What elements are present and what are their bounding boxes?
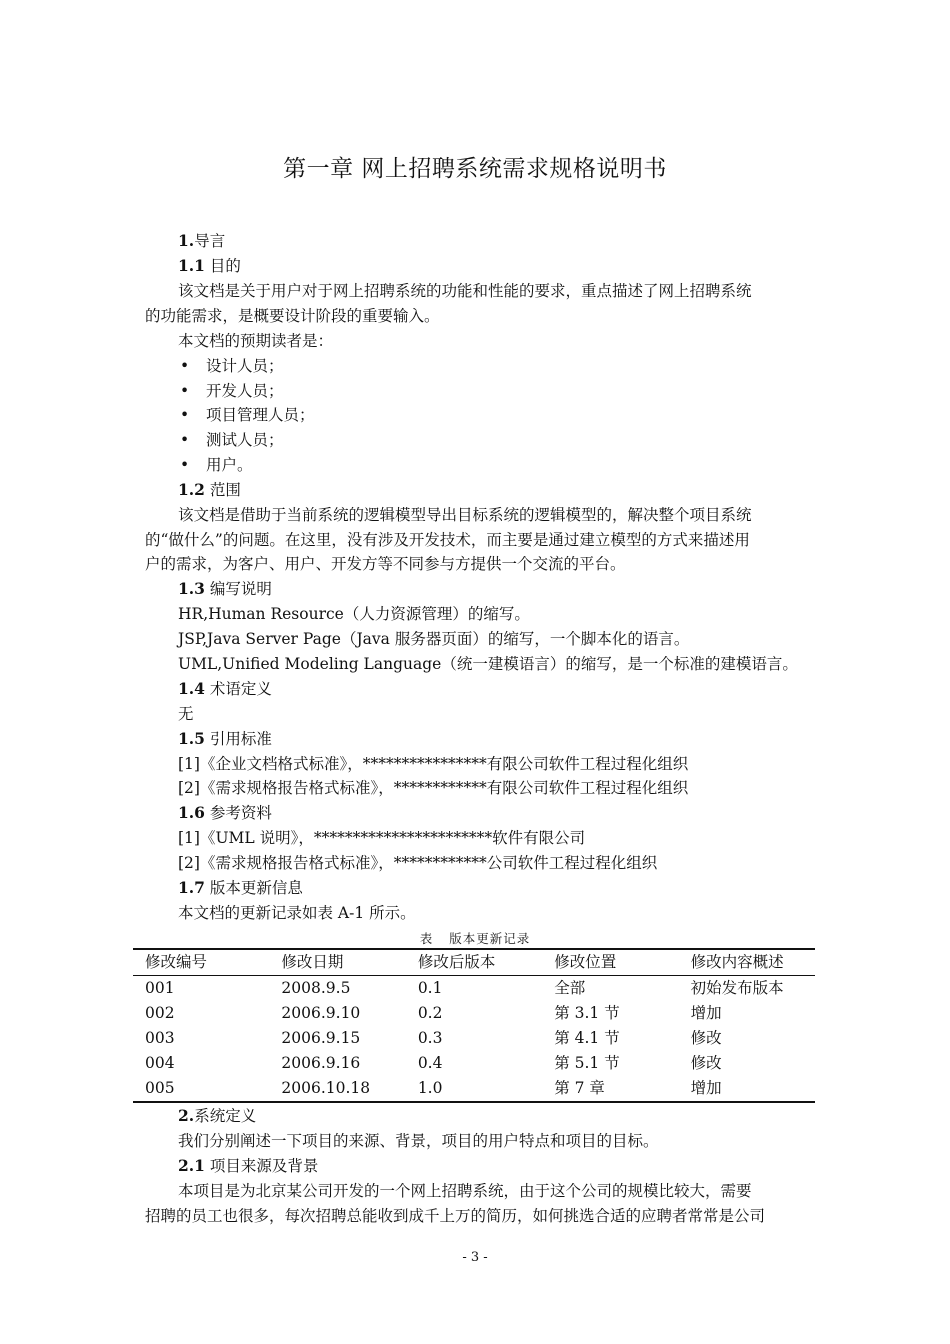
bullet-icon: • — [180, 357, 190, 375]
bullet-icon: • — [180, 431, 190, 449]
section-heading-1-1: 1.1 目的 — [178, 256, 241, 275]
reader-list-item: • 测试人员； — [180, 428, 284, 453]
table-row — [133, 1076, 815, 1101]
section-heading-1-5: 1.5 引用标准 — [178, 729, 272, 748]
table-cell: 0.2 — [417, 1004, 443, 1022]
reader-list-item: • 用户。 — [180, 453, 253, 478]
table-cell: 004 — [145, 1054, 175, 1072]
table-cell: 第 5.1 节 — [554, 1054, 620, 1072]
section-heading-2: 2.系统定义 — [178, 1106, 257, 1125]
table-row — [133, 1026, 815, 1051]
table-cell: 002 — [145, 1004, 175, 1022]
table-cell: 修改 — [690, 1029, 722, 1047]
table-cell: 005 — [145, 1079, 175, 1097]
table-cell: 全部 — [554, 979, 586, 997]
table-cell: 0.1 — [417, 979, 443, 997]
reference-item: [2]《需求规格报告格式标准》，************有限公司软件工程过程化组织 — [178, 779, 689, 797]
table-cell: 第 3.1 节 — [554, 1004, 620, 1022]
table-cell: 增加 — [690, 1079, 722, 1097]
section-heading-1-6: 1.6 参考资料 — [178, 803, 272, 822]
table-cell: 003 — [145, 1029, 175, 1047]
table-cell: 2006.10.18 — [281, 1079, 371, 1097]
paragraph-line: 的功能需求，是概要设计阶段的重要输入。 — [145, 307, 440, 325]
column-header: 修改内容概述 — [690, 953, 784, 971]
paragraph-line: 的“做什么”的问题。在这里，没有涉及开发技术，而主要是通过建立模型的方式来描述用 — [145, 531, 750, 549]
page-title: 第一章 网上招聘系统需求规格说明书 — [283, 156, 667, 182]
table-cell: 001 — [145, 979, 175, 997]
page-number: - 3 - — [462, 1250, 488, 1265]
table-caption: 表 版本更新记录 — [419, 931, 531, 946]
reference-item: [1]《UML 说明》，***********************软件有限公司 — [178, 829, 586, 847]
paragraph-line: 本文档的预期读者是： — [178, 332, 334, 350]
abbreviation-item: UML,Unified Modeling Language（统一建模语言）的缩写，是一个标准的建模语言。 — [178, 655, 798, 673]
abbreviation-item: HR,Human Resource（人力资源管理）的缩写。 — [178, 605, 530, 623]
column-header: 修改编号 — [145, 953, 208, 971]
column-header: 修改日期 — [281, 953, 344, 971]
table-cell: 第 7 章 — [554, 1079, 605, 1097]
table-row — [133, 1001, 815, 1026]
section-heading-1: 1.导言 — [178, 231, 226, 250]
paragraph-line: 该文档是借助于当前系统的逻辑模型导出目标系统的逻辑模型的，解决整个项目系统 — [178, 506, 752, 524]
table-header-row — [133, 950, 815, 976]
table-cell: 初始发布版本 — [690, 979, 784, 997]
table-cell: 第 4.1 节 — [554, 1029, 620, 1047]
table-row — [133, 976, 815, 1001]
table-row — [133, 1051, 815, 1076]
paragraph-line: 该文档是关于用户对于网上招聘系统的功能和性能的要求，重点描述了网上招聘系统 — [178, 282, 752, 300]
section-heading-2-1: 2.1 项目来源及背景 — [178, 1156, 319, 1175]
section-heading-1-3: 1.3 编写说明 — [178, 579, 272, 598]
paragraph-line: 我们分别阐述一下项目的来源、背景，项目的用户特点和项目的目标。 — [178, 1132, 659, 1150]
section-heading-1-7: 1.7 版本更新信息 — [178, 878, 303, 897]
table-cell: 修改 — [690, 1054, 722, 1072]
version-table — [133, 948, 815, 1103]
reader-list-item: • 项目管理人员； — [180, 403, 315, 428]
bullet-icon: • — [180, 456, 190, 474]
table-cell: 0.3 — [417, 1029, 443, 1047]
column-header: 修改后版本 — [417, 953, 496, 971]
paragraph-line: 本文档的更新记录如表 A-1 所示。 — [178, 904, 416, 922]
reader-list-item: • 开发人员； — [180, 379, 284, 404]
table-cell: 2006.9.15 — [281, 1029, 361, 1047]
table-cell: 2006.9.10 — [281, 1004, 361, 1022]
table-cell: 1.0 — [417, 1079, 443, 1097]
column-header: 修改位置 — [554, 953, 617, 971]
table-cell: 增加 — [690, 1004, 722, 1022]
paragraph-line: 招聘的员工也很多，每次招聘总能收到成千上万的简历，如何挑选合适的应聘者常常是公司 — [145, 1207, 766, 1225]
section-heading-1-4: 1.4 术语定义 — [178, 679, 272, 698]
table-cell: 0.4 — [417, 1054, 443, 1072]
section-heading-1-2: 1.2 范围 — [178, 480, 241, 499]
bullet-icon: • — [180, 382, 190, 400]
table-cell: 2008.9.5 — [281, 979, 351, 997]
paragraph-line: 户的需求，为客户、用户、开发方等不同参与方提供一个交流的平台。 — [145, 555, 626, 573]
reference-item: [1]《企业文档格式标准》，****************有限公司软件工程过程化组织 — [178, 755, 689, 773]
table-cell: 2006.9.16 — [281, 1054, 361, 1072]
reader-list-item: • 设计人员； — [180, 354, 284, 379]
paragraph-line: 无 — [178, 705, 194, 723]
bullet-icon: • — [180, 406, 190, 424]
abbreviation-item: JSP,Java Server Page（Java 服务器页面）的缩写，一个脚本化的语言。 — [178, 630, 690, 648]
reference-item: [2]《需求规格报告格式标准》，************公司软件工程过程化组织 — [178, 854, 658, 872]
paragraph-line: 本项目是为北京某公司开发的一个网上招聘系统，由于这个公司的规模比较大，需要 — [178, 1182, 752, 1200]
